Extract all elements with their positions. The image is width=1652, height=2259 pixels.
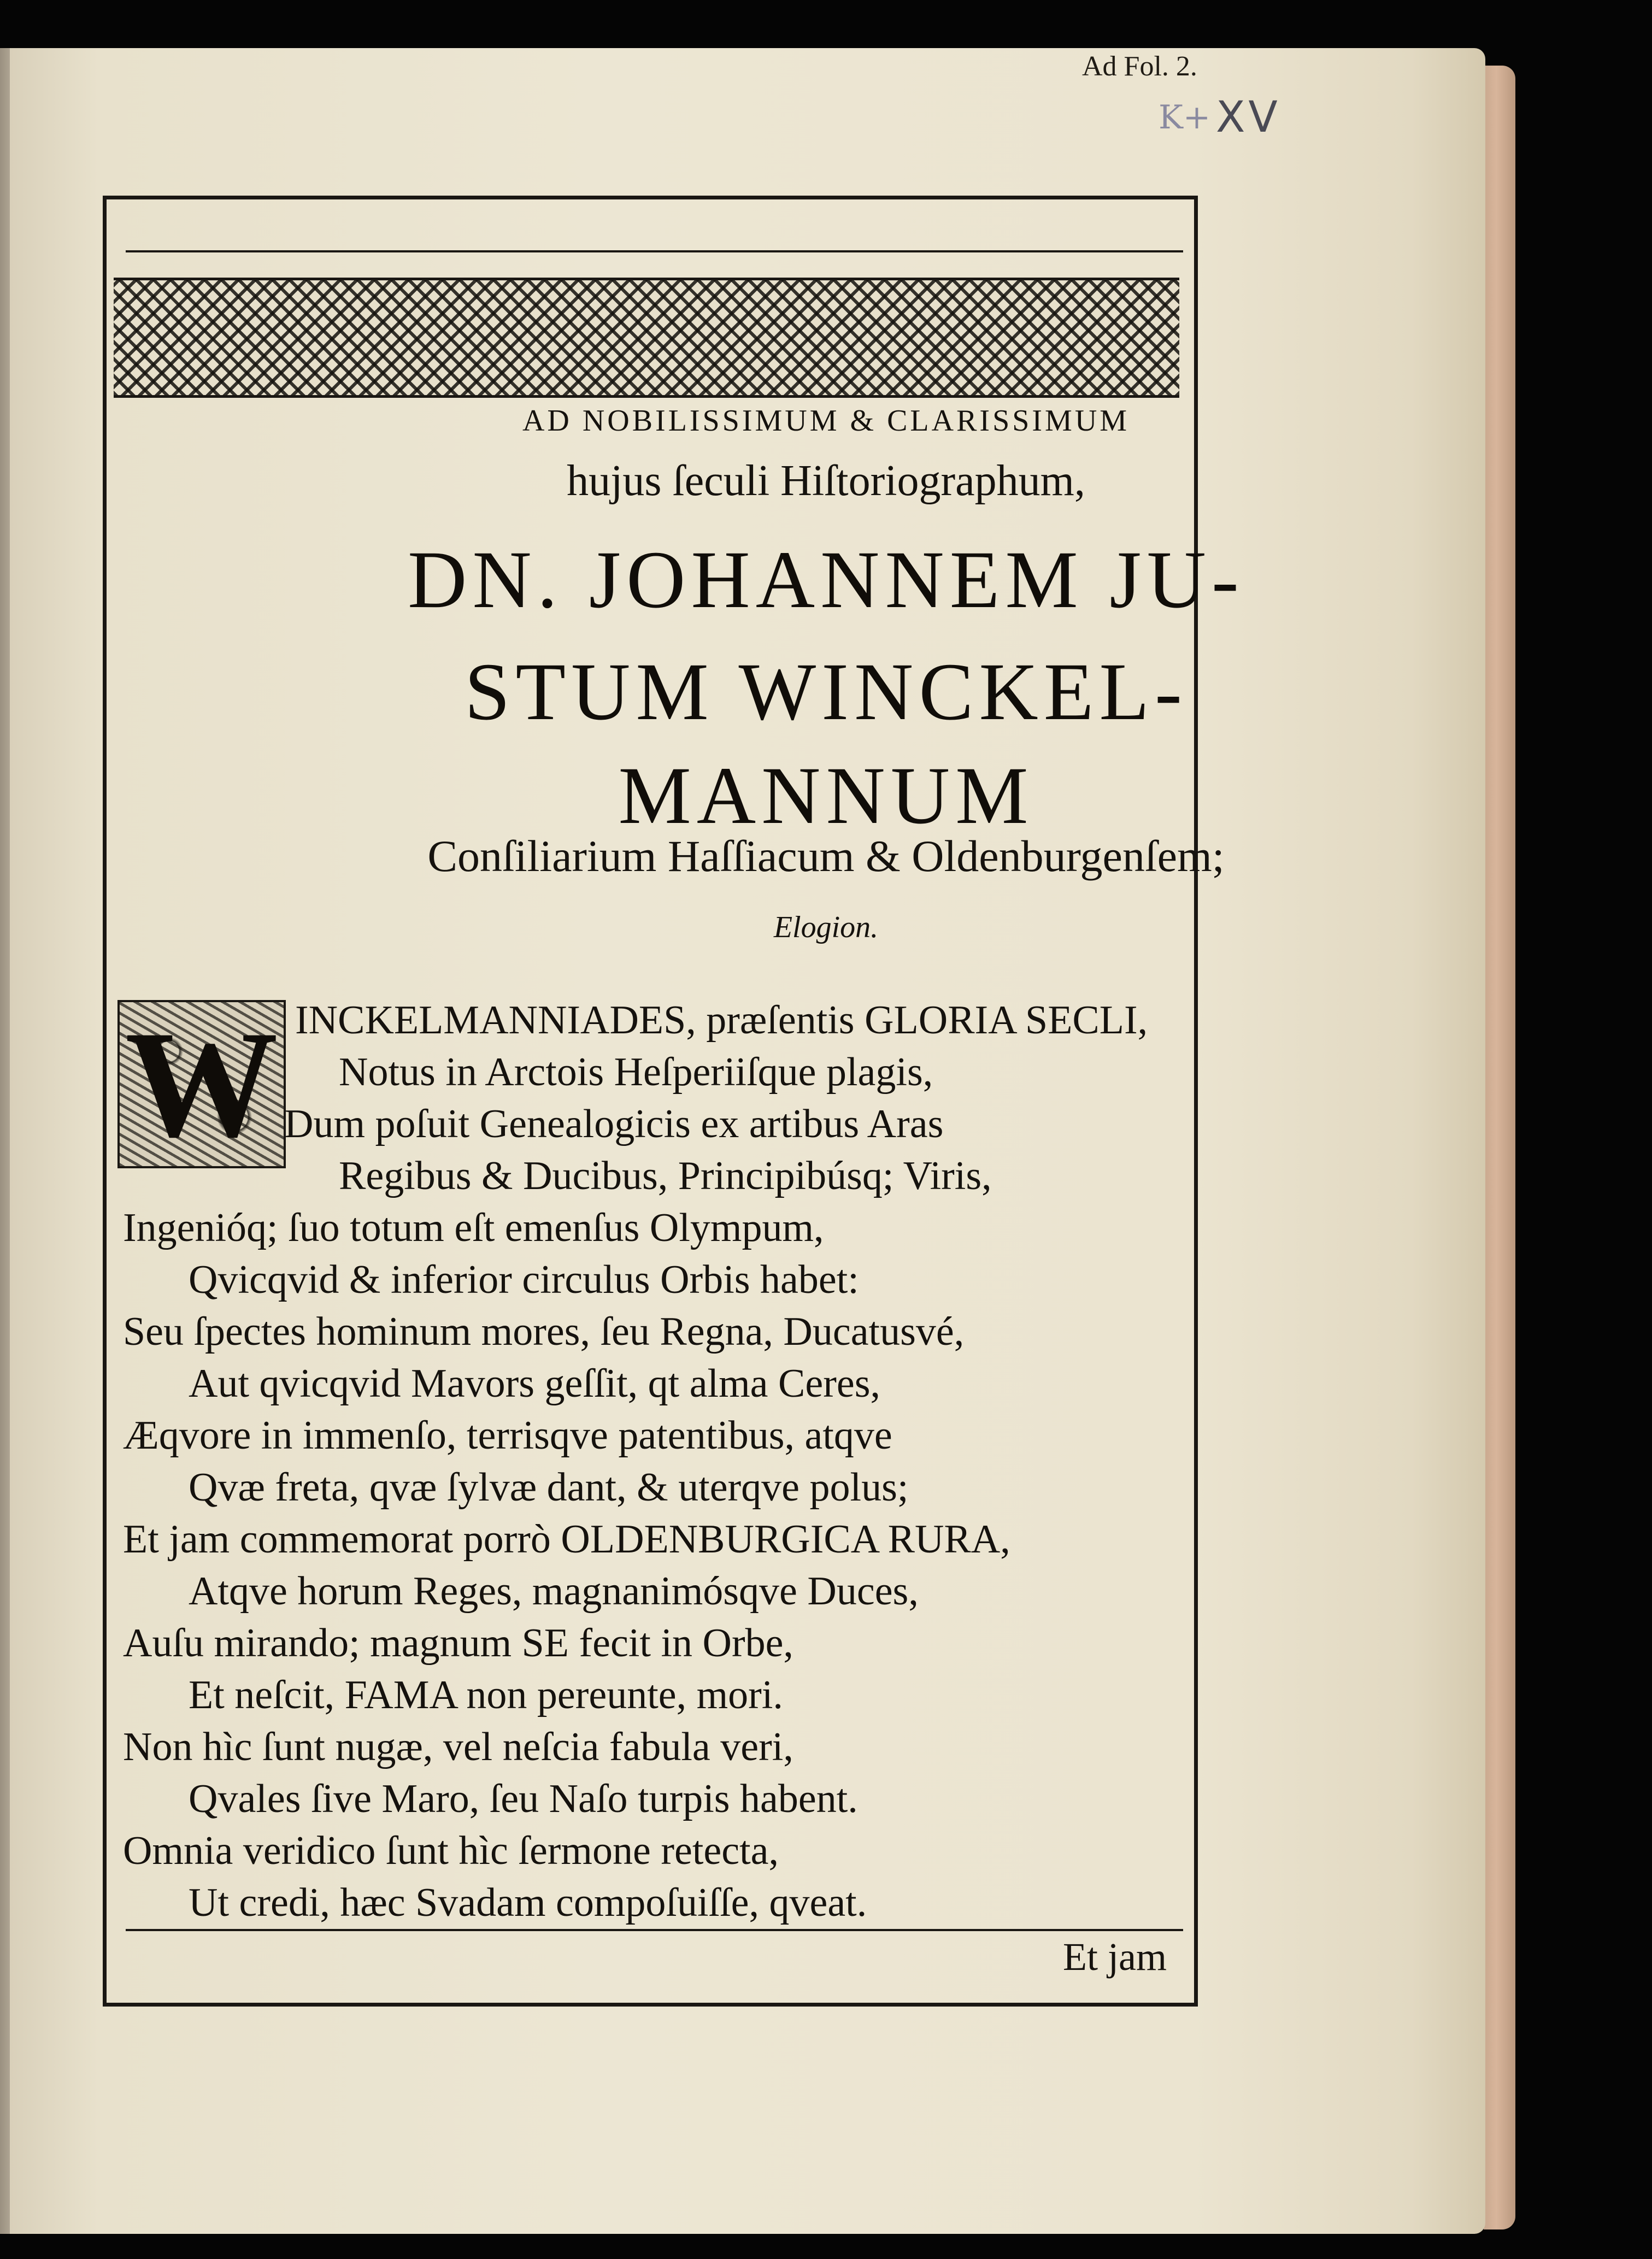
verse-line: Et jam commemorat porrò OLDENBURGICA RURA, xyxy=(123,1517,1010,1562)
verse-line: Atqve horum Reges, magnanimósqve Duces, xyxy=(189,1569,919,1614)
decorated-initial-letter: W xyxy=(125,999,278,1169)
verse-line: Æqvore in immenſo, terrisqve patentibus, atqve xyxy=(123,1413,892,1458)
verse-line: Et neſcit, FAMA non pereunte, mori. xyxy=(189,1673,783,1717)
verse-line: Ingenióq; ſuo totum eſt emenſus Olympum, xyxy=(123,1205,824,1250)
verse-line: Seu ſpectes hominum mores, ſeu Regna, Ducatusvé, xyxy=(123,1309,965,1354)
verse-line: Dum poſuit Genealogicis ex artibus Aras xyxy=(284,1102,944,1146)
verse-line: Omnia veridico ſunt hìc ſermone retecta, xyxy=(123,1828,779,1873)
heading-name-line-1: DN. JOHANNEM JU- xyxy=(408,534,1244,625)
catchword: Et jam xyxy=(1063,1935,1167,1979)
verse-line: Auſu mirando; magnum SE fecit in Orbe, xyxy=(123,1621,793,1666)
heading-dedication: AD NOBILISSIMUM & CLARISSIMUM xyxy=(522,404,1130,438)
heading-subtitle: hujus ſeculi Hiſtoriographum, xyxy=(567,457,1085,505)
verse-line: INCKELMANNIADES, præſentis GLORIA SECLI, xyxy=(295,998,1148,1043)
verse-line: Qvicqvid & inferior circulus Orbis habet: xyxy=(189,1257,859,1302)
ornamental-headpiece xyxy=(114,278,1179,398)
folio-reference: Ad Fol. 2. xyxy=(1082,51,1197,82)
heading-name-line-3: MANNUM xyxy=(618,750,1034,841)
page-edge xyxy=(1484,66,1515,2229)
handwritten-numeral: XV xyxy=(1216,93,1281,142)
verse-line: Regibus & Ducibus, Principibúsq; Viris, xyxy=(339,1154,992,1198)
verse-line: Notus in Arctois Heſperiiſque plagis, xyxy=(339,1050,933,1095)
verse-line: Non hìc ſunt nugæ, vel neſcia fabula veri, xyxy=(123,1725,793,1769)
heading-title-role: Conſiliarium Haſſiacum & Oldenburgenſem; xyxy=(427,831,1225,881)
heading-name-line-2: STUM WINCKEL- xyxy=(465,646,1187,737)
decorated-initial xyxy=(117,1000,286,1168)
heading-elogion: Elogion. xyxy=(773,910,879,944)
verse-line: Qvæ freta, qvæ ſylvæ dant, & uterqve polus; xyxy=(189,1465,909,1510)
frame-bottom-rule xyxy=(126,1929,1183,1931)
handwritten-mark: K+ xyxy=(1159,98,1211,137)
verse-line: Ut credi, hæc Svadam compoſuiſſe, qveat. xyxy=(189,1880,867,1925)
verse-line: Aut qvicqvid Mavors geſſit, qt alma Ceres, xyxy=(189,1361,880,1406)
verse-line: Qvales ſive Maro, ſeu Naſo turpis habent. xyxy=(189,1776,858,1821)
